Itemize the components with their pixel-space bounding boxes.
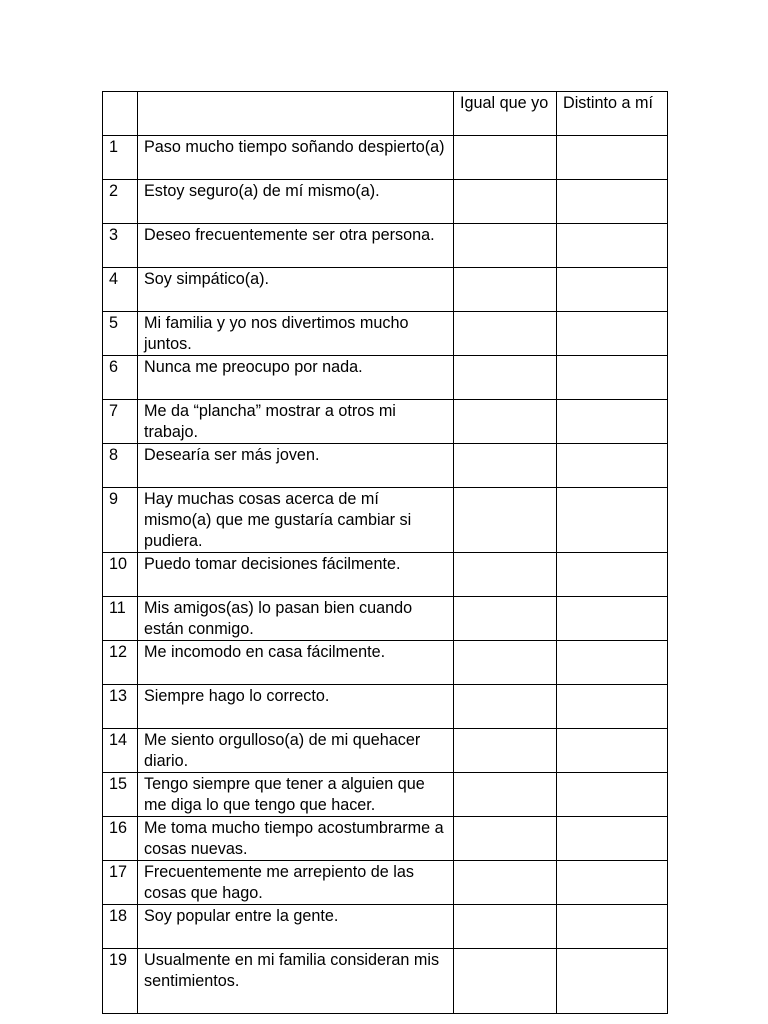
- statement-text: Paso mucho tiempo soñando despierto(a): [138, 136, 454, 180]
- different-from-me-answer-cell[interactable]: [557, 444, 668, 488]
- table-row: [103, 817, 668, 861]
- table-row: [103, 905, 668, 949]
- table-row: [103, 224, 668, 268]
- different-from-me-answer-cell[interactable]: [557, 905, 668, 949]
- different-from-me-answer-cell[interactable]: [557, 949, 668, 1014]
- same-as-me-answer-cell[interactable]: [454, 729, 557, 773]
- row-number: 19: [103, 949, 138, 1014]
- same-as-me-answer-cell[interactable]: [454, 444, 557, 488]
- statement-text: Soy simpático(a).: [138, 268, 454, 312]
- table-row: [103, 729, 668, 773]
- table-row: [103, 180, 668, 224]
- same-as-me-answer-cell[interactable]: [454, 180, 557, 224]
- self-esteem-questionnaire-table: [102, 91, 668, 1014]
- header-different-from-me: Distinto a mí: [557, 92, 668, 136]
- table-row: [103, 553, 668, 597]
- same-as-me-answer-cell[interactable]: [454, 685, 557, 729]
- row-number: 4: [103, 268, 138, 312]
- table-row: [103, 861, 668, 905]
- table-row: [103, 597, 668, 641]
- row-number: 11: [103, 597, 138, 641]
- row-number: 17: [103, 861, 138, 905]
- statement-text: Deseo frecuentemente ser otra persona.: [138, 224, 454, 268]
- statement-text: Puedo tomar decisiones fácilmente.: [138, 553, 454, 597]
- statement-text: Me incomodo en casa fácilmente.: [138, 641, 454, 685]
- different-from-me-answer-cell[interactable]: [557, 597, 668, 641]
- table-row: [103, 444, 668, 488]
- same-as-me-answer-cell[interactable]: [454, 268, 557, 312]
- row-number: 10: [103, 553, 138, 597]
- different-from-me-answer-cell[interactable]: [557, 861, 668, 905]
- statement-text: Me toma mucho tiempo acostumbrarme a cosas nuevas.: [138, 817, 454, 861]
- different-from-me-answer-cell[interactable]: [557, 224, 668, 268]
- header-number-cell: [103, 92, 138, 136]
- table-row: [103, 312, 668, 356]
- different-from-me-answer-cell[interactable]: [557, 400, 668, 444]
- same-as-me-answer-cell[interactable]: [454, 224, 557, 268]
- same-as-me-answer-cell[interactable]: [454, 488, 557, 553]
- different-from-me-answer-cell[interactable]: [557, 488, 668, 553]
- different-from-me-answer-cell[interactable]: [557, 136, 668, 180]
- row-number: 14: [103, 729, 138, 773]
- header-same-as-me: Igual que yo: [454, 92, 557, 136]
- statement-text: Mi familia y yo nos divertimos mucho juntos.: [138, 312, 454, 356]
- different-from-me-answer-cell[interactable]: [557, 268, 668, 312]
- same-as-me-answer-cell[interactable]: [454, 553, 557, 597]
- table-row: [103, 268, 668, 312]
- table-row: [103, 356, 668, 400]
- row-number: 7: [103, 400, 138, 444]
- same-as-me-answer-cell[interactable]: [454, 773, 557, 817]
- table-row: [103, 685, 668, 729]
- same-as-me-answer-cell[interactable]: [454, 356, 557, 400]
- statement-text: Tengo siempre que tener a alguien que me diga lo que tengo que hacer.: [138, 773, 454, 817]
- statement-text: Siempre hago lo correcto.: [138, 685, 454, 729]
- row-number: 8: [103, 444, 138, 488]
- statement-text: Desearía ser más joven.: [138, 444, 454, 488]
- different-from-me-answer-cell[interactable]: [557, 312, 668, 356]
- statement-text: Usualmente en mi familia consideran mis sentimientos.: [138, 949, 454, 1014]
- row-number: 16: [103, 817, 138, 861]
- different-from-me-answer-cell[interactable]: [557, 180, 668, 224]
- different-from-me-answer-cell[interactable]: [557, 356, 668, 400]
- table-row: [103, 488, 668, 553]
- table-row: [103, 400, 668, 444]
- header-statement-cell: [138, 92, 454, 136]
- statement-text: Frecuentemente me arrepiento de las cosas que hago.: [138, 861, 454, 905]
- row-number: 13: [103, 685, 138, 729]
- same-as-me-answer-cell[interactable]: [454, 949, 557, 1014]
- same-as-me-answer-cell[interactable]: [454, 641, 557, 685]
- statement-text: Soy popular entre la gente.: [138, 905, 454, 949]
- statement-text: Mis amigos(as) lo pasan bien cuando están conmigo.: [138, 597, 454, 641]
- statement-text: Me siento orgulloso(a) de mi quehacer diario.: [138, 729, 454, 773]
- statement-text: Nunca me preocupo por nada.: [138, 356, 454, 400]
- statement-text: Hay muchas cosas acerca de mí mismo(a) que me gustaría cambiar si pudiera.: [138, 488, 454, 553]
- different-from-me-answer-cell[interactable]: [557, 773, 668, 817]
- row-number: 2: [103, 180, 138, 224]
- table-row: [103, 949, 668, 1014]
- table-row: [103, 773, 668, 817]
- different-from-me-answer-cell[interactable]: [557, 553, 668, 597]
- row-number: 3: [103, 224, 138, 268]
- row-number: 5: [103, 312, 138, 356]
- table-row: [103, 136, 668, 180]
- row-number: 1: [103, 136, 138, 180]
- table-row: [103, 641, 668, 685]
- statement-text: Estoy seguro(a) de mí mismo(a).: [138, 180, 454, 224]
- same-as-me-answer-cell[interactable]: [454, 400, 557, 444]
- row-number: 15: [103, 773, 138, 817]
- different-from-me-answer-cell[interactable]: [557, 729, 668, 773]
- row-number: 12: [103, 641, 138, 685]
- different-from-me-answer-cell[interactable]: [557, 685, 668, 729]
- statement-text: Me da “plancha” mostrar a otros mi trabajo.: [138, 400, 454, 444]
- same-as-me-answer-cell[interactable]: [454, 136, 557, 180]
- row-number: 6: [103, 356, 138, 400]
- same-as-me-answer-cell[interactable]: [454, 817, 557, 861]
- same-as-me-answer-cell[interactable]: [454, 312, 557, 356]
- header-row: [103, 92, 668, 136]
- different-from-me-answer-cell[interactable]: [557, 641, 668, 685]
- same-as-me-answer-cell[interactable]: [454, 597, 557, 641]
- row-number: 9: [103, 488, 138, 553]
- different-from-me-answer-cell[interactable]: [557, 817, 668, 861]
- same-as-me-answer-cell[interactable]: [454, 905, 557, 949]
- same-as-me-answer-cell[interactable]: [454, 861, 557, 905]
- row-number: 18: [103, 905, 138, 949]
